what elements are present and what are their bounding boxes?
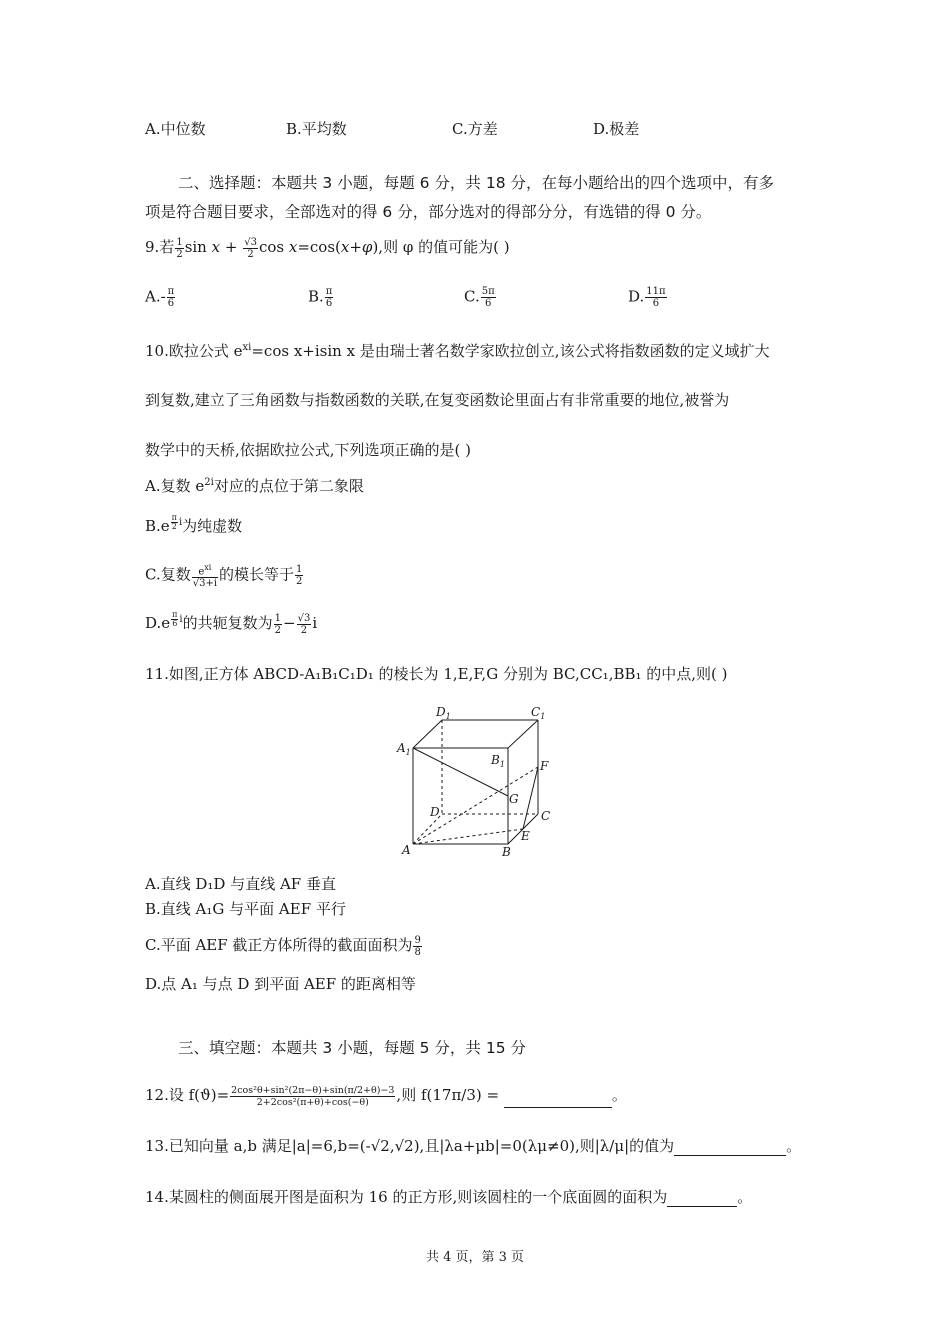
page-footer: 共 4 页，第 3 页 [425,1250,525,1265]
q10-option-c: C.复数 $\frac{e^{xi}}{√3+i}$ 的模长等于 $\frac{1}{2}$ [145,563,303,590]
label-c1: $C_1$ [531,705,546,721]
label-d: D [430,805,440,819]
q11-option-b: B.直线 A₁G 与平面 AEF 平行 [145,900,346,918]
segment-f-e [523,767,538,829]
q10-stem-line3: 数学中的天桥,依据欧拉公式,下列选项正确的是( ) [145,441,472,459]
q10-option-b: B.e $^{\frac{\pi}{2} i}$为纯虚数 [145,513,243,535]
label-g: G [509,792,519,806]
label-d1: $D_1$ [436,705,451,721]
q10-stem-line2: 到复数,建立了三角函数与指数函数的关联,在复变函数论里面占有非常重要的地位,被誉为 [145,391,730,409]
q14-stem: 14.某圆柱的侧面展开图是面积为 16 的正方形,则该圆柱的一个底面圆的面积为 。 [145,1188,753,1206]
q9-option-b: B. $\frac{\pi}{6}$ [308,286,333,309]
q8-option-a: A.中位数 [145,120,206,138]
q9-option-d: D. $\frac{11\pi}{6}$ [628,286,666,309]
section2-line1: 二、选择题：本题共 3 小题，每题 6 分，共 18 分，在每小题给出的四个选项中，有多 [178,174,775,192]
label-a: A [402,843,411,857]
q8-option-d: D.极差 [593,120,640,138]
q10-stem-line1: 10.欧拉公式 $e^{xi}=\cos$ x+isin x 是由瑞士著名数学家欧拉创立,该公式将指数函数的定义域扩大 [145,342,770,360]
cube-figure [390,700,560,860]
label-b1: $B_1$ [491,753,505,769]
q11-option-d: D.点 A₁ 与点 D 到平面 AEF 的距离相等 [145,975,416,993]
q9-option-c: C. $\frac{5\pi}{6}$ [464,286,495,309]
q11-stem: 11.如图,正方体 ABCD-A₁B₁C₁D₁ 的棱长为 1,E,F,G 分别为 BC,CC₁,BB₁ 的中点,则( ) [145,665,728,683]
edge-b1-c1 [508,720,538,748]
q9-stem: 9.若 $\frac{1}{2}$ sin x + $\frac{√3}{2}$ cos x=cos(x+φ),则 φ 的值可能为( ) [145,236,510,260]
label-c: C [541,809,551,823]
label-f: F [540,759,549,773]
hidden-segment-a-e [413,829,523,844]
section2-line2: 项是符合题目要求，全部选对的得 6 分，部分选对的得部分分，有选错的得 0 分。 [145,203,712,221]
q11-option-c: C.平面 AEF 截正方体所得的截面面积为 $\frac{9}{8}$ [145,934,421,958]
q8-option-b: B.平均数 [286,120,347,138]
q13-stem: 13.已知向量 a,b 满足|a|=6,b=(-√2,√2),且|λa+μb|=0(λμ≠0),则|λ/μ|的值为 。 [145,1137,802,1155]
q9-option-a: A.- $\frac{\pi}{6}$ [145,286,175,309]
q12-stem: 12.设 f(ϑ)= $\frac{\text{2cos²θ+sin²(2π−θ)+sin(π/2+θ)−3}}{\text{2+2cos²(π+θ)+cos(−θ)}}$ ,则 f(17π/3) = 。 [145,1084,627,1108]
q10-option-a: A.复数 $e^{2i}$对应的点位于第二象限 [145,477,364,495]
edge-a1-d1 [413,720,442,748]
section3-header: 三、填空题：本题共 3 小题，每题 5 分，共 15 分 [178,1039,527,1057]
q10-option-d: D.e $^{\frac{\pi}{6} i}$的共轭复数为 $\frac{1}{2}$ − $\frac{√3}{2}$ i [145,610,318,636]
label-e: E [521,829,530,843]
q8-option-c: C.方差 [452,120,498,138]
label-a1: $A_1$ [397,741,411,757]
label-b: B [502,845,511,859]
q11-option-a: A.直线 D₁D 与直线 AF 垂直 [145,875,336,893]
